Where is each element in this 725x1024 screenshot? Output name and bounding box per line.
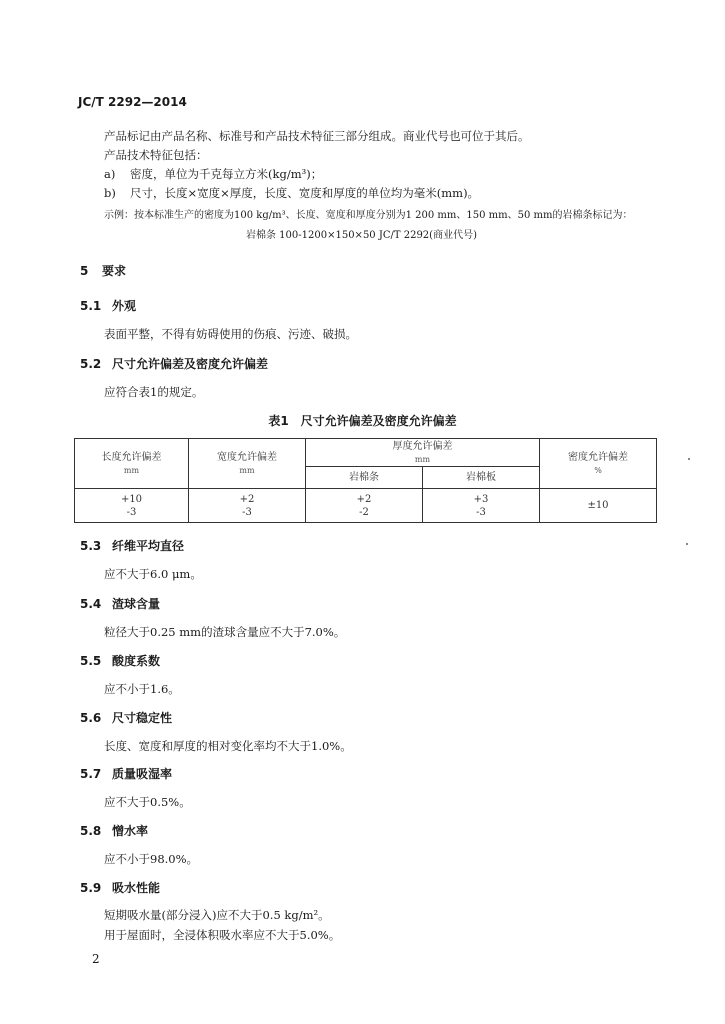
section-5-4-heading: [80, 595, 160, 612]
section-5-9-body-1: 短期吸水量(部分浸入)应不大于0.5 kg/m²。: [104, 908, 330, 922]
intro-item-b: [104, 185, 479, 201]
table-row: [75, 489, 657, 523]
col-width-label: 宽度允许偏差: [217, 451, 277, 463]
example-note: 示例：按本标准生产的密度为100 kg/m³、长度、宽度和厚度分别为1 200 mm、150 mm、50 mm的岩棉条标记为：: [104, 210, 633, 221]
section-title: 渣球含量: [112, 597, 161, 611]
col-density-unit: %: [594, 465, 602, 475]
section-number: 5.3: [80, 539, 102, 553]
section-5-4-body: 粒径大于0.25 mm的渣球含量应不大于7.0%。: [104, 625, 346, 639]
table-header-row: [75, 439, 657, 467]
col-thickness-header: [306, 439, 540, 467]
section-number: 5: [80, 264, 89, 278]
item-a-label: a): [104, 167, 116, 181]
length-minus: -3: [126, 506, 137, 518]
table-caption: 表1 尺寸允许偏差及密度允许偏差: [268, 414, 457, 428]
col-length-label: 长度允许偏差: [101, 451, 162, 463]
section-5-1-heading: [80, 297, 136, 314]
section-number: 5.8: [80, 824, 102, 838]
item-b-label: b): [104, 186, 116, 200]
length-cell: [75, 489, 189, 523]
section-5-9-heading: [80, 879, 160, 896]
scan-speck: [686, 543, 688, 545]
section-title: 尺寸允许偏差及密度允许偏差: [112, 357, 269, 371]
section-5-8-heading: [80, 822, 148, 839]
section-title: 憎水率: [112, 824, 149, 838]
col-density-header: [540, 439, 657, 489]
section-number: 5.5: [80, 654, 102, 668]
tolerance-table: [74, 438, 657, 523]
section-5-6-heading: [80, 709, 172, 726]
board-minus: -3: [476, 506, 486, 518]
section-5-1-body: 表面平整，不得有妨碍使用的伤痕、污迹、破损。: [104, 327, 357, 341]
width-plus: +2: [239, 493, 255, 505]
section-title: 纤维平均直径: [112, 539, 185, 553]
col-width-unit: mm: [239, 465, 255, 475]
section-number: 5.6: [80, 711, 102, 725]
scan-speck: [688, 458, 690, 460]
section-5-6-body: 长度、宽度和厚度的相对变化率均不大于1.0%。: [104, 739, 352, 753]
section-number: 5.1: [80, 299, 102, 313]
section-title: 要求: [102, 264, 127, 278]
section-5-3-heading: [80, 537, 184, 554]
strip-thickness-cell: [306, 489, 423, 523]
col-density-label: 密度允许偏差: [568, 451, 628, 463]
section-title: 质量吸湿率: [112, 767, 173, 781]
section-5-7-heading: [80, 765, 172, 782]
example-mark: 岩棉条 100-1200×150×50 JC/T 2292(商业代号): [246, 230, 477, 241]
intro-line-2: 产品技术特征包括：: [104, 148, 208, 162]
standard-header: JC/T 2292—2014: [78, 95, 187, 109]
board-thickness-cell: [423, 489, 540, 523]
col-thickness-label: 厚度允许偏差: [392, 440, 453, 452]
section-5-heading: [80, 262, 126, 279]
item-a-text: 密度，单位为千克每立方米(kg/m³)；: [130, 167, 323, 181]
section-5-2-heading: [80, 355, 268, 372]
strip-plus: +2: [356, 493, 372, 505]
width-cell: [189, 489, 306, 523]
section-5-2-body: 应符合表1的规定。: [104, 385, 204, 399]
col-width-header: [189, 439, 306, 489]
section-number: 5.9: [80, 881, 102, 895]
item-b-text: 尺寸，长度×宽度×厚度，长度、宽度和厚度的单位均为毫米(mm)。: [130, 186, 480, 200]
section-5-7-body: 应不大于0.5%。: [104, 795, 191, 809]
section-5-9-body-2: 用于屋面时，全浸体积吸水率应不大于5.0%。: [104, 928, 341, 942]
intro-item-a: [104, 166, 322, 182]
section-number: 5.2: [80, 357, 102, 371]
section-5-3-body: 应不大于6.0 μm。: [104, 567, 202, 581]
section-title: 吸水性能: [112, 881, 161, 895]
strip-minus: -2: [359, 506, 369, 518]
section-5-5-heading: [80, 652, 160, 669]
section-title: 外观: [112, 299, 137, 313]
page-number: 2: [92, 952, 100, 966]
sub-strip-header: 岩棉条: [306, 467, 423, 489]
length-plus: +10: [120, 493, 143, 505]
section-5-5-body: 应不小于1.6。: [104, 682, 180, 696]
section-number: 5.4: [80, 597, 102, 611]
width-minus: -3: [242, 506, 252, 518]
col-length-unit: mm: [123, 465, 140, 475]
section-title: 酸度系数: [112, 654, 161, 668]
intro-line-1: 产品标记由产品名称、标准号和产品技术特征三部分组成。商业代号也可位于其后。: [104, 129, 530, 143]
col-length-header: [75, 439, 189, 489]
sub-board-header: 岩棉板: [423, 467, 540, 489]
section-number: 5.7: [80, 767, 102, 781]
col-thickness-unit: mm: [414, 454, 431, 464]
section-5-8-body: 应不小于98.0%。: [104, 852, 199, 866]
section-title: 尺寸稳定性: [112, 711, 173, 725]
board-plus: +3: [473, 493, 489, 505]
density-cell: ±10: [540, 489, 657, 523]
